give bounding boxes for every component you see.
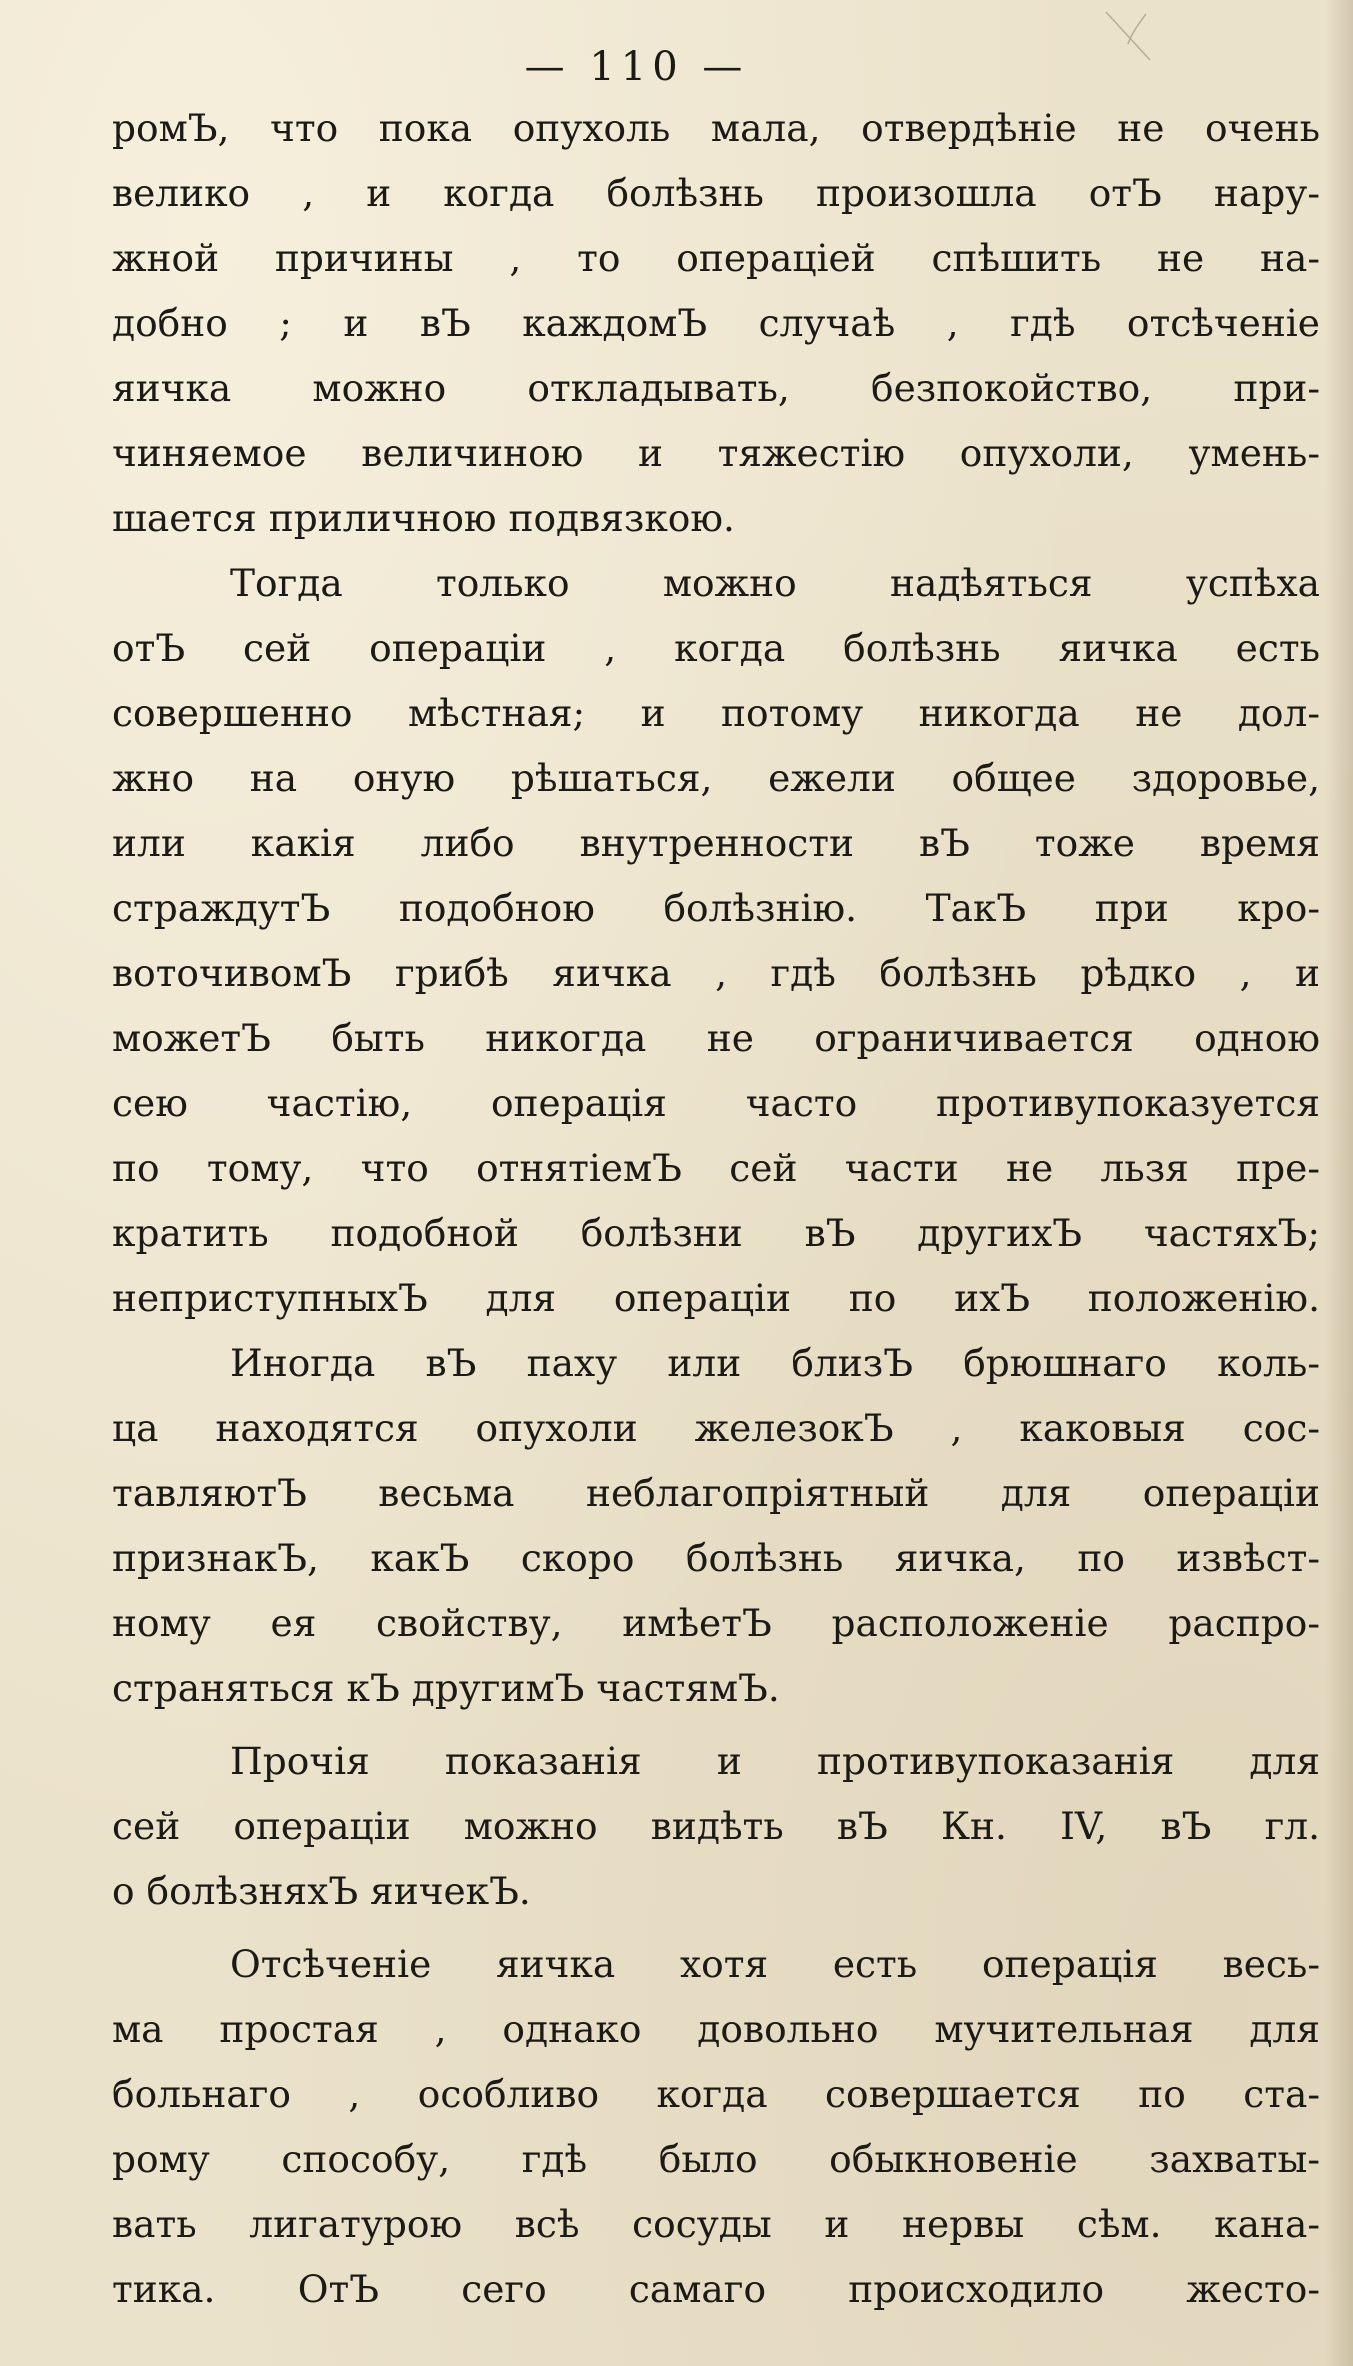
text-line: ца находятся опухоли железокЪ , каковыя сос- <box>112 1406 1320 1450</box>
text-line: чиняемое величиною и тяжестію опухоли, умень- <box>112 431 1320 475</box>
text-line: ному ея свойству, имѣетЪ расположеніе распро- <box>112 1601 1320 1645</box>
text-line: кратить подобной болѣзни вЪ другихЪ частяхЪ; <box>112 1211 1320 1255</box>
text-line: о болѣзняхЪ яичекЪ. <box>112 1869 531 1913</box>
text-line: Иногда вЪ паху или близЪ брюшнаго коль- <box>230 1341 1320 1385</box>
text-line: вать лигатурою всѣ сосуды и нервы сѣм. кана- <box>112 2202 1320 2246</box>
paragraph <box>112 1932 1320 2322</box>
text-line: ма простая , однако довольно мучительная для <box>112 2007 1320 2051</box>
text-line: ромЪ, что пока опухоль мала, отвердѣніе не очень <box>112 106 1320 150</box>
text-line: тавляютЪ весьма неблагопріятный для операціи <box>112 1471 1320 1515</box>
page-number: — 110 — <box>524 44 749 90</box>
text-line: можетЪ быть никогда не ограничивается одною <box>112 1016 1320 1060</box>
text-line: или какія либо внутренности вЪ тоже время <box>112 821 1320 865</box>
text-line: Тогда только можно надѣяться успѣха <box>230 561 1320 605</box>
text-line: Отсѣченіе яичка хотя есть операція весь- <box>230 1942 1320 1986</box>
main-text <box>112 96 1320 2322</box>
text-line: шается приличною подвязкою. <box>112 496 735 540</box>
text-line: воточивомЪ грибѣ яичка , гдѣ болѣзнь рѣдко , и <box>112 951 1320 995</box>
text-line: больнаго , особливо когда совершается по ста- <box>112 2072 1320 2116</box>
paragraph <box>112 96 1320 551</box>
text-line: сей операціи можно видѣть вЪ Кн. IV, вЪ гл. <box>112 1804 1320 1848</box>
text-line: совершенно мѣстная; и потому никогда не дол- <box>112 691 1320 735</box>
text-line: неприступныхЪ для операціи по ихЪ положенію. <box>112 1276 1320 1320</box>
text-line: жно на оную рѣшаться, ежели общее здоровье, <box>112 756 1320 800</box>
paragraph <box>112 1729 1320 1924</box>
text-line: страняться кЪ другимЪ частямЪ. <box>112 1666 780 1710</box>
page-edge-shadow <box>1325 0 1353 2366</box>
text-line: рому способу, гдѣ было обыкновеніе захваты- <box>112 2137 1320 2181</box>
text-line: признакЪ, какЪ скоро болѣзнь яичка, по извѣст- <box>112 1536 1320 1580</box>
text-line: добно ; и вЪ каждомЪ случаѣ , гдѣ отсѣченіе <box>112 301 1320 345</box>
text-line: Прочія показанія и противупоказанія для <box>230 1739 1320 1783</box>
text-line: жной причины , то операціей спѣшить не на- <box>112 236 1320 280</box>
text-line: страждутЪ подобною болѣзнію. ТакЪ при кро- <box>112 886 1320 930</box>
text-line: тика. ОтЪ сего самаго происходило жесто- <box>112 2267 1320 2311</box>
text-line: сею частію, операція часто противупоказуется <box>112 1081 1320 1125</box>
text-line: по тому, что отнятіемЪ сей части не льзя пре- <box>112 1146 1320 1190</box>
paragraph <box>112 551 1320 1331</box>
text-line: яичка можно откладывать, безпокойство, при- <box>112 366 1320 410</box>
paragraph <box>112 1331 1320 1721</box>
paragraph-gap <box>112 1924 1320 1932</box>
paragraph-gap <box>112 1721 1320 1729</box>
text-line: велико , и когда болѣзнь произошла отЪ нару- <box>112 171 1320 215</box>
text-line: отЪ сей операціи , когда болѣзнь яичка есть <box>112 626 1320 670</box>
